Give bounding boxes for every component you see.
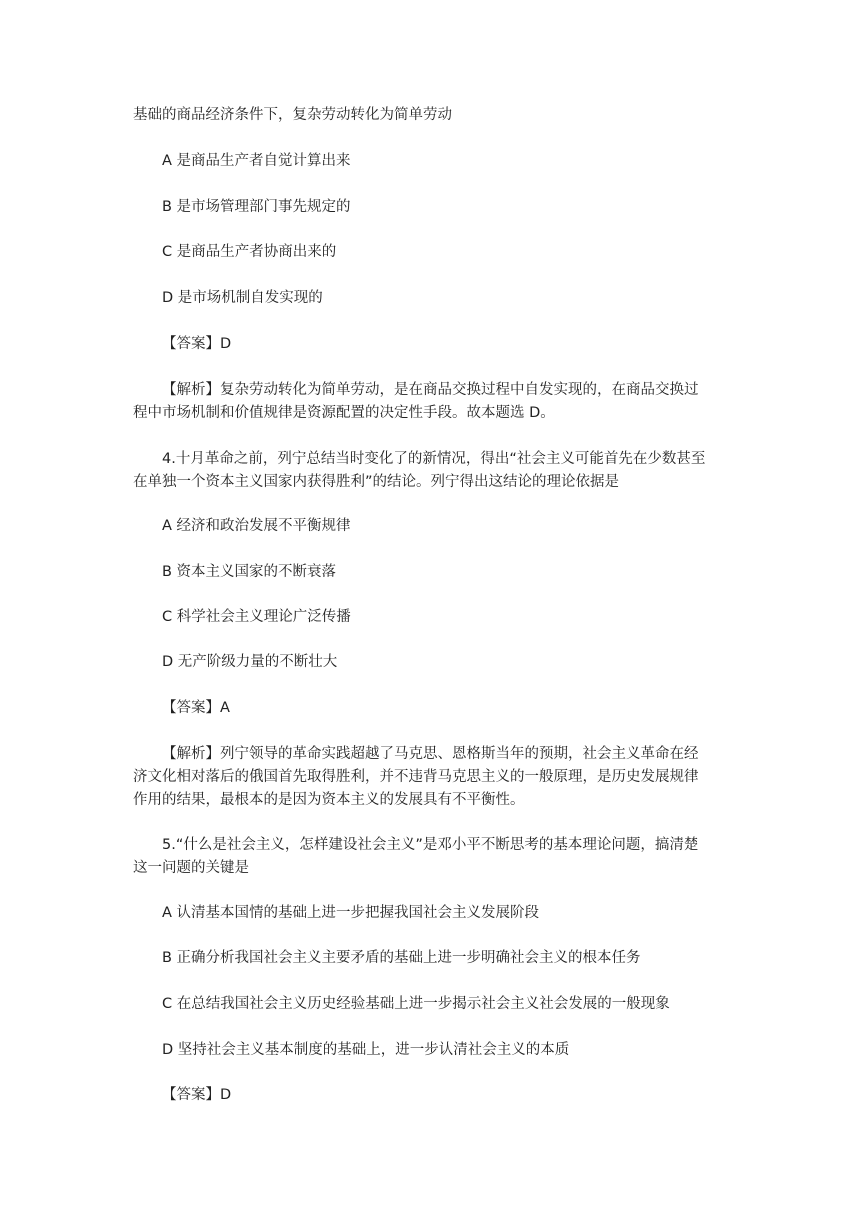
q4-option-c: C 科学社会主义理论广泛传播 — [162, 609, 351, 625]
q3-option-c: C 是商品生产者协商出来的 — [162, 244, 337, 260]
q4-option-d: D 无产阶级力量的不断壮大 — [162, 654, 338, 670]
q3-option-b: B 是市场管理部门事先规定的 — [162, 199, 351, 215]
q5-stem-line-2: 这一问题的关键是 — [133, 860, 249, 876]
q4-analysis-line-2: 济文化相对落后的俄国首先取得胜利，并不违背马克思主义的一般原理，是历史发展规律 — [133, 769, 699, 785]
q3-analysis-line-2: 程中市场机制和价值规律是资源配置的决定性手段。故本题选 D。 — [133, 405, 555, 421]
q4-option-a: A 经济和政治发展不平衡规律 — [162, 518, 351, 534]
q5-option-c: C 在总结我国社会主义历史经验基础上进一步揭示社会主义社会发展的一般现象 — [162, 996, 670, 1012]
intro-continuation-text: 基础的商品经济条件下，复杂劳动转化为简单劳动 — [133, 107, 452, 123]
q3-answer: 【答案】D — [162, 336, 232, 352]
q5-option-b: B 正确分析我国社会主义主要矛盾的基础上进一步明确社会主义的根本任务 — [162, 950, 641, 966]
q5-option-d: D 坚持社会主义基本制度的基础上，进一步认清社会主义的本质 — [162, 1042, 570, 1058]
q5-answer: 【答案】D — [162, 1087, 232, 1103]
q5-stem-line-1: 5.“什么是社会主义，怎样建设社会主义”是邓小平不断思考的基本理论问题，搞清楚 — [162, 837, 699, 853]
q4-stem-line-2: 在单独一个资本主义国家内获得胜利”的结论。列宁得出这结论的理论依据是 — [133, 474, 620, 490]
q3-option-a: A 是商品生产者自觉计算出来 — [162, 153, 351, 169]
q4-stem-line-1: 4.十月革命之前，列宁总结当时变化了的新情况，得出“社会主义可能首先在少数甚至 — [162, 451, 706, 467]
q3-option-d: D 是市场机制自发实现的 — [162, 290, 323, 306]
q4-option-b: B 资本主义国家的不断衰落 — [162, 564, 337, 580]
q4-analysis-line-3: 作用的结果，最根本的是因为资本主义的发展具有不平衡性。 — [133, 792, 525, 808]
q4-analysis-line-1: 【解析】列宁领导的革命实践超越了马克思、恩格斯当年的预期，社会主义革命在经 — [162, 746, 699, 762]
q4-answer: 【答案】A — [162, 700, 230, 716]
q3-analysis-line-1: 【解析】复杂劳动转化为简单劳动，是在商品交换过程中自发实现的，在商品交换过 — [162, 382, 699, 398]
q5-option-a: A 认清基本国情的基础上进一步把握我国社会主义发展阶段 — [162, 905, 540, 921]
